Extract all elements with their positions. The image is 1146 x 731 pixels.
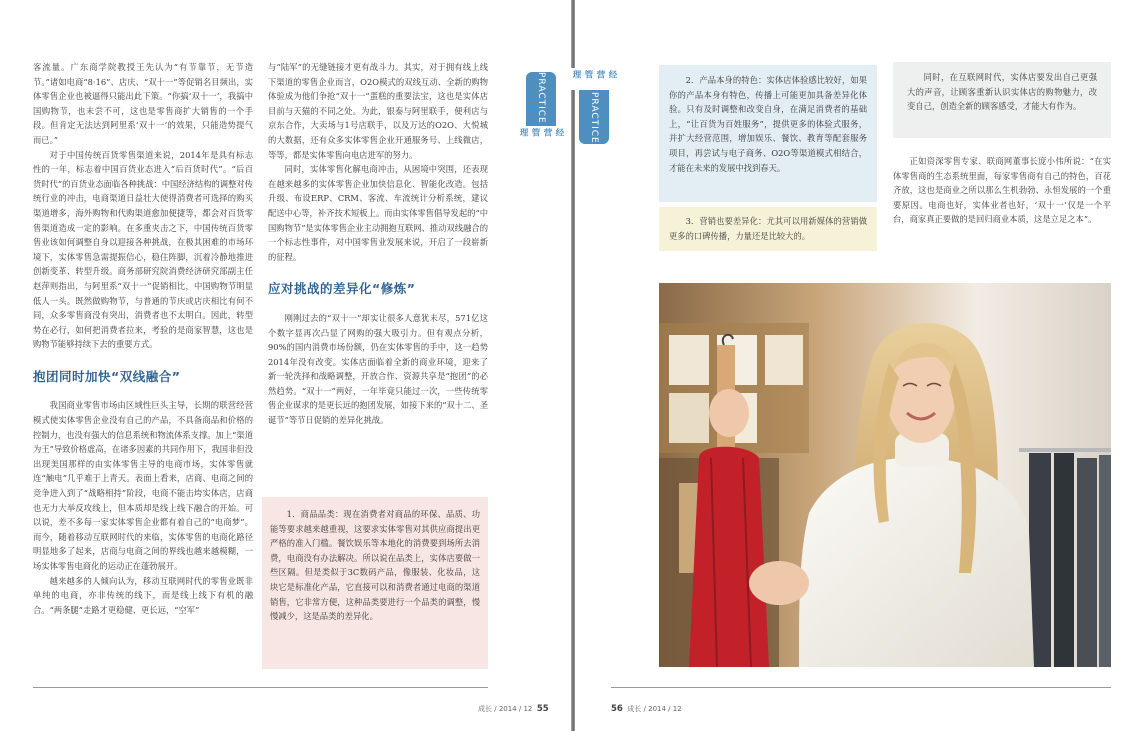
right-page [571,0,1146,731]
right-col-para1: 正如资深零售专家、联商网董事长庞小伟所说：“在实体零售商的生态系统里面，每家零售商有自己的特色，百花齐放，这也是商业之所以那么生机勃勃、永恒发展的一个重要原因。电商也好，实体业者也好，‘双十一’仅是一个平台，商家真正要做的是回归商业本质，这是立足之本”。 [893,156,1111,225]
right-box-blue-text: 2．产品本身的特色：实体店体验感比较好，如果你的产品本身有特色，传播上可能更加具备差异化体验。只有及时调整和改变自身，在满足消费者的基础上，“让百货为百姓服务”，提供更多的体验式服务，并扩大经营范围，增加娱乐、餐饮、教育等配套服务项目，再尝试与电子商务、O2O等渠道模式相结合，才能在未来的发展中找到春天。 [669,75,867,173]
left-col2-para1: 与“陆军”的无缝链接才更有战斗力。其实，对于拥有线上线下渠道的零售企业而言，O2O模式的双线互动、全新的购物体验成为他们争抢“双十一”蛋糕的重要法宝，这也是实体店目前与天猫的不同之处。为此，银泰与阿里联手，便利店与京东合作，大卖场与1号店联手，以及万达的O2O、大悦城的大数据，还有众多实体零售企业开通服务号、上线微店，等等，都是实体零售向电店进军的努力。 [268,62,488,160]
right-box-quote [893,62,1111,138]
left-box-text: 1．商品品类：现在消费者对商品的环保、品质、功能等要求越来越重视，这要求实体零售对其供应商提出更严格的准入门槛。餐饮娱乐等本地化的消费要到场所去消费，电商没有办法解决。所以说在品类上，实体店要做一些区隔。但是类似于3C数码产品，像服装、化妆品，这块它是标准化产品，它直接可以和消费者通过电商的渠道销售，它非常方便，这种品类要进行一个品类的调整，慢慢减少，这是品类的差异化。 [270,509,480,622]
left-col2-heading: 应对挑战的差异化“修炼” [268,281,416,297]
left-col1-para3: 我国商业零售市场由区域性巨头主导，长期的联营经营模式使实体零售企业没有自己的产品，不具备商品和价格的控制力，也没有强大的信息系统和物流体系支撑。加上“渠道为王”导致价格虚高，在诸多因素的共同作用下，我国非但没出现美国那样的由实体零售主导的电商市场，实体零售就连“触电”几乎难于上青天。表面上看来，店商、电商之间的竞争进入到了“战略相持”阶段，电商不能击垮实体店，店商也无力大举反攻线上，但本质却是线上线下融合的开始。可以说，差不多每一家实体零售企业都有着自己的“电商梦”。而今，随着移动互联网时代的来临，实体零售的电商化路径明显地多了起来，店商与电商之间的界线也越来越模糊，一场实体零售电商化的运动正在蓬勃展开。 [33,400,253,571]
section-tab-left [518,72,564,148]
page-number: 55 [536,704,549,714]
section-tab-right [571,68,617,144]
left-col1 [33,60,253,617]
tab-label-en: PRACTICE [536,72,546,124]
page-number: 56 [611,704,623,714]
tab-label-cn: 经营管理 [569,68,619,90]
left-page [0,0,571,731]
folio-issue: / 2014 / 12 [494,705,533,713]
folio-issue: / 2014 / 12 [643,705,682,713]
left-col2-para3: 刚刚过去的“双十一”却实让很多人意犹未尽，571亿这个数字显再次凸显了网购的强大吸引力。但有观点分析，90%的国内消费市场份额，仍在实体零售的手中，这一趋势2014年没有改变。实体店面临着全新的商业环境，迎来了新一轮洗择和战略调整，开放合作、资源共享是“抱团”的必然趋势。“双十一”两好，一年毕竟只能过一次，一些传统零售企业谋求的是更长远的抱团发展，如接下来的“双十二、圣诞节”等节日促销的差异化挑战。 [268,312,488,426]
right-footer-rule [611,687,1111,688]
left-folio [478,704,549,714]
right-box-gray-text: 同时，在互联网时代，实体店要发出自己更强大的声音，让顾客重新认识实体店的购物魅力，改变自己，创造全新的顾客感受，才能大有作为。 [907,72,1097,112]
left-col1-heading: 抱团同时加快“双线融合” [33,368,181,384]
right-box-product-feature [659,65,877,202]
photo-shopping-woman [659,283,1111,667]
right-folio [611,704,682,714]
left-col2-para2: 同时，实体零售化解电商冲击，从困境中突围，还表现在越来越多的实体零售企业加快信息化、智能化改造。包括升级、布设ERP、CRM、客流、车流统计分析系统，建议配送中心等，补齐技术短板上。而由实体零售倡导发起的“中国购物节”是实体零售企业主动拥抱互联网、推动双线融合的一个标志性事件，对中国零售业发展来说，开启了一段崭新的征程。 [268,164,488,262]
tab-label-cn: 经营管理 [516,126,566,148]
left-col2 [268,60,488,428]
tab-label-en: PRACTICE [589,92,599,144]
left-col1-para1: 客流量。广东商学院教授王先认为“有节靠节，无节造节。”诸如电商“8·16”、店庆、“双十一”等促销名目频出，实体零售企业也被逼得只能出此下策。“你搞‘双十一’，我搞中国购物节，也未尝不可，这也是零售商扩大销售的一个手段。但肯定无法达到阿里系‘双十一’的效果，只能造势提气而已。” [33,62,253,145]
left-box-product-category [262,497,488,669]
folio-magazine: 成长 [478,705,492,713]
left-col1-para2: 对于中国传统百货零售渠道来说，2014年是具有标志性的一年，标志着中国百货业态进入“后百货时代”。“后百货时代”的百货业态面临各种挑战：中国经济结构的调整对传统行业的冲击，电商渠道日益壮大使得消费者可选择的购买渠道增多，海外购物和代购渠道愈加便捷等，都会对百货零售渠道造成一定的影响。在多重夹击之下，中国传统百货零售业该如何调整自身以迎接各种挑战，在极其困难的市场环境下，实体零售急需提振信心，稳住阵脚，沉着冷静地推进创新变革、转型升级。商务部研究院消费经济研究部副主任赵萍则指出，与阿里系“双十一”促销相比，中国购物节明显低人一头。既然做购物节，与普通的节庆或店庆相比有何不同，众多零售商没有突出，消费者也不太明白。因此，转型势在必行，如何把消费者拉来，考验的是商家智慧，这也是购物节能够持续下去的重要方式。 [33,149,253,350]
right-box-yellow-text: 3．营销也要差异化：尤其可以用新媒体的营销做更多的口碑传播，力量还是比较大的。 [669,216,867,241]
left-footer-rule [33,687,488,688]
right-col [893,154,1111,227]
folio-magazine: 成长 [627,705,642,713]
shopping-photo-illustration [659,283,1111,667]
right-box-marketing [659,207,877,251]
left-col1-para4: 越来越多的人倾向认为，移动互联网时代的零售业既非单纯的电商，亦非传统的线下，而是线上线下有机的融合。“两条腿”走路才更稳健、更长远，“空军” [33,575,253,615]
